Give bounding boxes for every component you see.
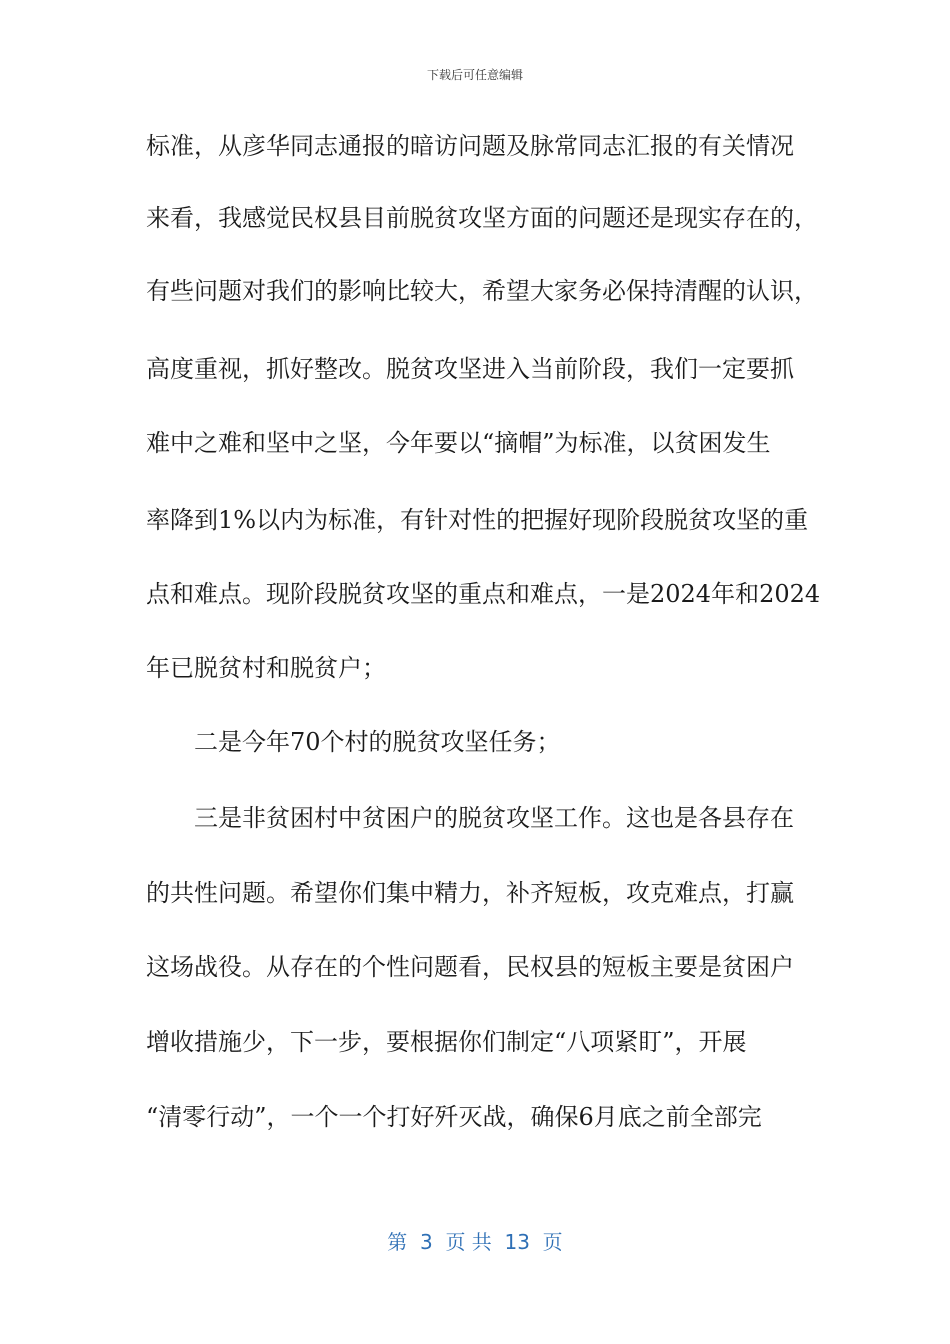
text-line: 来看，我感觉民权县目前脱贫攻坚方面的问题还是现实存在的， — [146, 204, 818, 232]
text-line: 二是今年70个村的脱贫攻坚任务； — [194, 728, 561, 756]
text-line: 点和难点。现阶段脱贫攻坚的重点和难点，一是2024年和2024 — [146, 580, 821, 608]
page-number: 第 3 页 共 13 页 — [387, 1230, 563, 1254]
text-line: 年已脱贫村和脱贫户； — [146, 654, 386, 682]
text-line: 难中之难和坚中之坚，今年要以“摘帽”为标准，以贫困发生 — [146, 429, 771, 457]
text-line: 标准，从彦华同志通报的暗访问题及脉常同志汇报的有关情况 — [146, 132, 794, 160]
text-line: 增收措施少，下一步，要根据你们制定“八项紧盯”，开展 — [146, 1028, 747, 1056]
text-line: 的共性问题。希望你们集中精力，补齐短板，攻克难点，打赢 — [146, 879, 794, 907]
text-line: “清零行动”，一个一个打好歼灭战，确保6月底之前全部完 — [146, 1103, 762, 1131]
text-line: 有些问题对我们的影响比较大，希望大家务必保持清醒的认识， — [146, 277, 818, 305]
text-line: 高度重视，抓好整改。脱贫攻坚进入当前阶段，我们一定要抓 — [146, 355, 794, 383]
text-line: 这场战役。从存在的个性问题看，民权县的短板主要是贫困户 — [146, 953, 794, 981]
text-line: 三是非贫困村中贫困户的脱贫攻坚工作。这也是各县存在 — [194, 804, 794, 832]
header-note: 下载后可任意编辑 — [426, 68, 523, 82]
text-line: 率降到1%以内为标准，有针对性的把握好现阶段脱贫攻坚的重 — [146, 506, 809, 534]
